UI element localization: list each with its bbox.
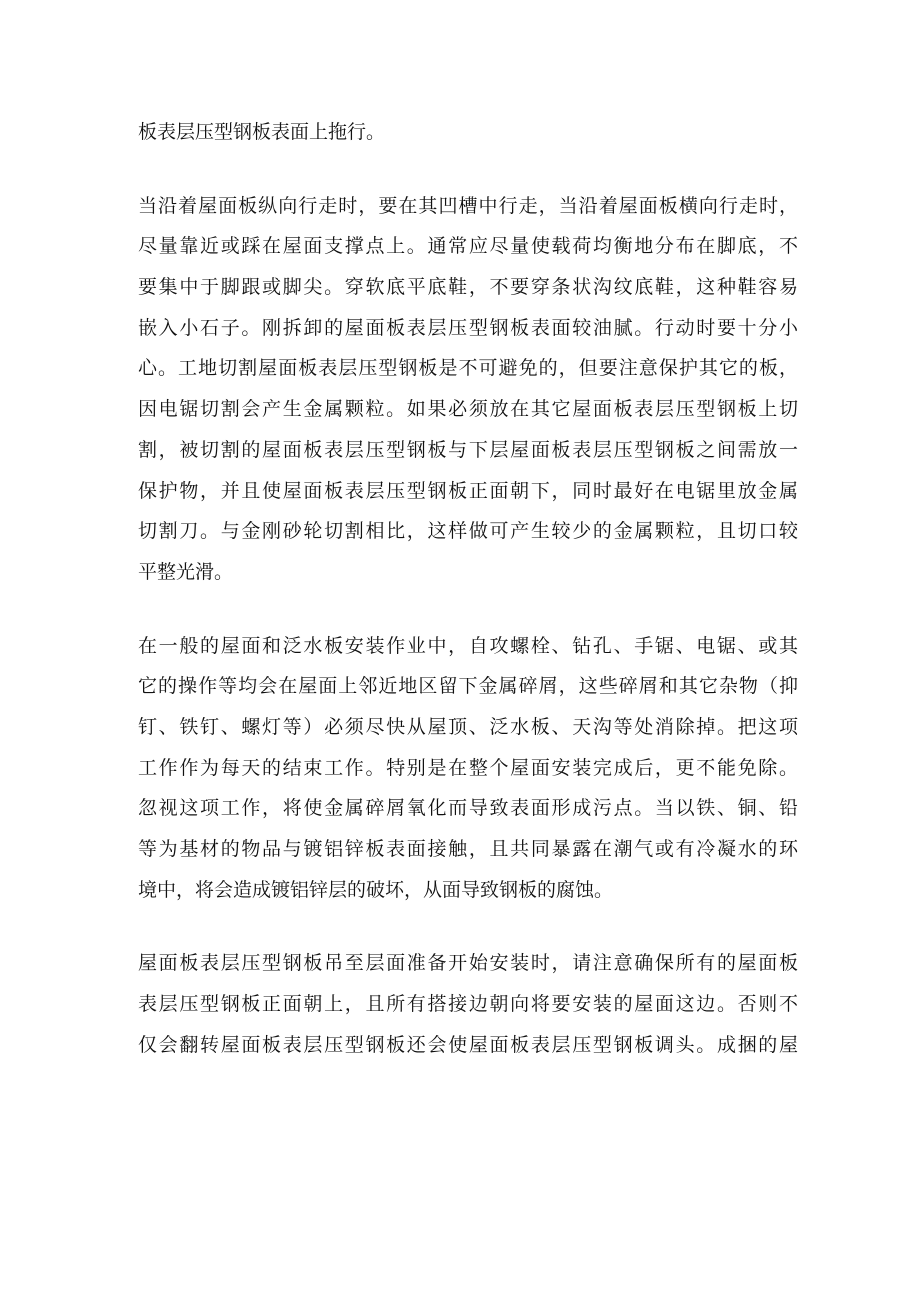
paragraph-4 [138,943,798,1065]
paragraph-4-line-3: 仅会翻转屋面板表层压型钢板还会使屋面板表层压型钢板调头。成捆的屋 [138,1033,798,1056]
paragraph-3-line-7: 境中，将会造成镀铝锌层的破坏，从面导致钢板的腐蚀。 [138,878,614,901]
paragraph-3-line-6: 等为基材的物品与镀铝锌板表面接触，且共同暴露在潮气或有冷凝水的环 [138,838,798,860]
paragraph-2-line-5: 心。工地切割屋面板表层压型钢板是不可避免的，但要注意保护其它的板， [138,357,798,380]
paragraph-spacer [138,910,798,943]
document-body [138,112,798,1065]
paragraph-2-line-8: 保护物，并且使屋面板表层压型钢板正面朝下，同时最好在电锯里放金属 [138,479,798,502]
paragraph-3-line-1: 在一般的屋面和泛水板安装作业中，自攻螺栓、钻孔、手锯、电锯、或其 [138,634,798,657]
paragraph-3-line-2: 它的操作等均会在屋面上邻近地区留下金属碎屑，这些碎屑和其它杂物（抑 [138,675,798,698]
paragraph-2-line-1: 当沿着屋面板纵向行走时，要在其凹槽中行走，当沿着屋面板横向行走时， [138,194,798,217]
paragraph-2 [138,186,798,593]
paragraph-3-line-5: 忽视这项工作，将使金属碎屑氧化而导致表面形成污点。当以铁、铜、铅 [138,797,798,820]
paragraph-4-line-2: 表层压型钢板正面朝上，且所有搭接边朝向将要安装的屋面这边。否则不 [138,993,798,1016]
paragraph-2-line-9: 切割刀。与金刚砂轮切割相比，这样做可产生较少的金属颗粒，且切口较 [138,520,798,543]
paragraph-2-line-4: 嵌入小石子。刚拆卸的屋面板表层压型钢板表面较油腻。行动时要十分小 [138,316,798,339]
paragraph-2-line-7: 割，被切割的屋面板表层压型钢板与下层屋面板表层压型钢板之间需放一 [138,438,798,461]
paragraph-2-line-2: 尽量靠近或踩在屋面支撑点上。通常应尽量使载荷均衡地分布在脚底，不 [138,235,798,258]
paragraph-1-line-1: 板表层压型钢板表面上拖行。 [138,121,386,143]
paragraph-2-line-3: 要集中于脚跟或脚尖。穿软底平底鞋，不要穿条状沟纹底鞋，这种鞋容易 [138,276,798,299]
paragraph-2-line-10: 平整光滑。 [138,560,234,583]
paragraph-spacer [138,593,798,626]
paragraph-3-line-4: 工作作为每天的结束工作。特别是在整个屋面安装完成后，更不能免除。 [138,756,798,779]
paragraph-1 [138,112,798,153]
paragraph-3 [138,626,798,911]
paragraph-2-line-6: 因电锯切割会产生金属颗粒。如果必须放在其它屋面板表层压型钢板上切 [138,398,798,421]
paragraph-3-line-3: 钉、铁钉、螺灯等）必须尽快从屋顶、泛水板、天沟等处消除掉。把这项 [138,715,798,738]
paragraph-spacer [138,153,798,186]
paragraph-4-line-1: 屋面板表层压型钢板吊至层面准备开始安装时，请注意确保所有的屋面板 [138,952,798,975]
